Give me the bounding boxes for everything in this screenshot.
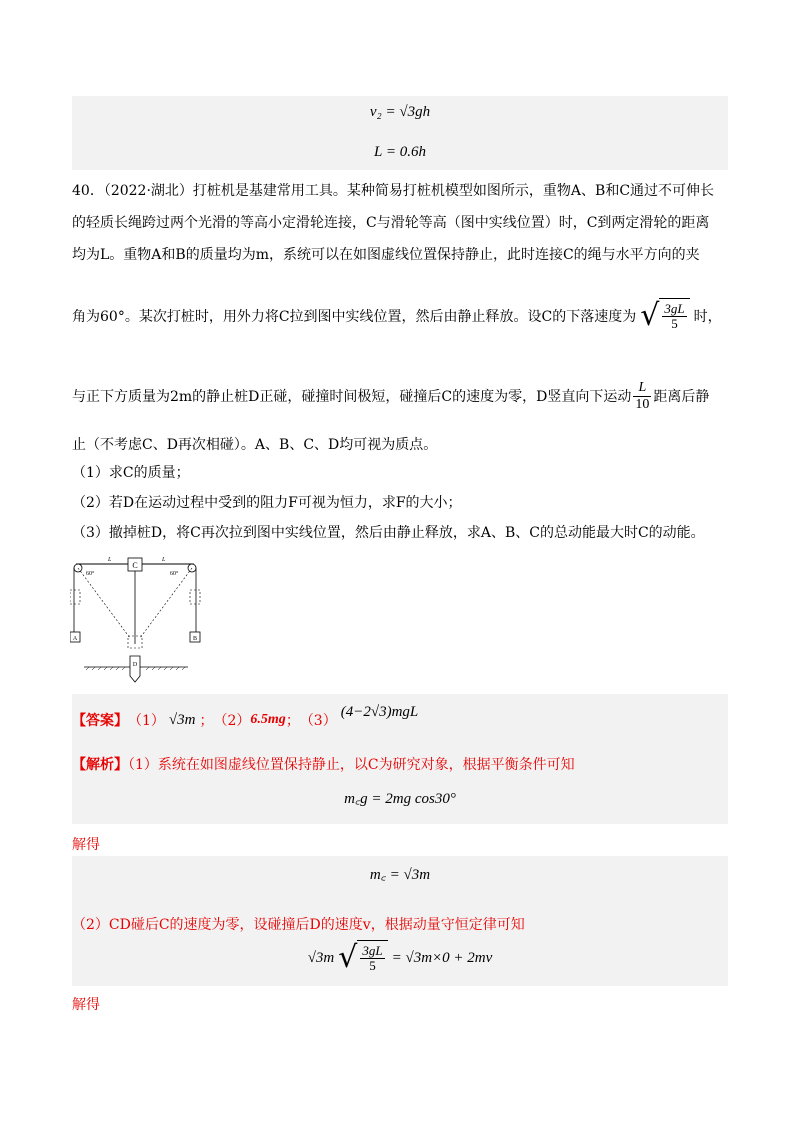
question-2: （2）若D在运动过程中受到的阻力F可视为恒力，求F的大小； bbox=[72, 495, 462, 511]
analysis-line-1: 【解析】（1）系统在如图虚线位置保持静止，以C为研究对象，根据平衡条件可知 bbox=[72, 757, 575, 773]
problem-line-2: 的轻质长绳跨过两个光滑的等高小定滑轮连接，C与滑轮等高（图中实线位置）时，C到两定滑轮的距离 bbox=[72, 215, 710, 231]
answer-band bbox=[72, 694, 728, 824]
problem-line-1: 40．（2022·湖北）打桩机是基建常用工具。某种简易打桩机模型如图所示，重物A、B和C通过不可伸长 bbox=[72, 183, 715, 199]
problem-line-3: 均为L。重物A和B的质量均为m，系统可以在如图虚线位置保持静止，此时连接C的绳与水平方向的夹 bbox=[72, 247, 700, 263]
equation-l: L = 0.6h bbox=[374, 144, 426, 160]
angle-right: 60° bbox=[170, 571, 179, 577]
analysis-line-2: （2）CD碰后C的速度为零，设碰撞后D的速度v，根据动量守恒定律可知 bbox=[72, 917, 525, 933]
top-equation-band bbox=[72, 96, 728, 170]
problem-line-6: 止（不考虑C、D再次相碰）。A、B、C、D均可视为质点。 bbox=[72, 437, 438, 453]
solve-label-2: 解得 bbox=[72, 997, 100, 1013]
equation-balance: m꜀g = 2mg cos30° bbox=[344, 791, 456, 807]
equation-v2: v₂ = √3gh bbox=[369, 104, 431, 120]
problem-line-4: 角为60°。某次打桩时，用外力将C拉到图中实线位置，然后由静止释放。设C的下落速度为 √ $\frac{3gL}{5}$ 时， bbox=[72, 298, 722, 333]
equation-momentum: √3m √ $\frac{3gL}{5}$ = √3m×0 + 2mv bbox=[307, 940, 493, 975]
answer-2: 6.5mg bbox=[250, 712, 286, 727]
solve-label-1: 解得 bbox=[72, 837, 100, 853]
label-c: C bbox=[132, 561, 138, 570]
analysis-band-2 bbox=[72, 856, 728, 986]
problem-source: （2022·湖北） bbox=[103, 183, 193, 199]
equation-mc: m꜀ = √3m bbox=[369, 867, 431, 883]
analysis-tag: 【解析】 bbox=[72, 757, 128, 773]
label-l-left: L bbox=[108, 557, 112, 563]
label-l-right: L bbox=[162, 557, 166, 563]
question-3: （3）撤掉桩D，将C再次拉到图中实线位置，然后由静止释放，求A、B、C的总动能最大时C的动能。 bbox=[72, 525, 705, 541]
problem-number: 40． bbox=[72, 183, 104, 199]
distance-fraction: $\frac{L}{10}$ bbox=[635, 380, 650, 412]
speed-expression: √ $\frac{3gL}{5}$ bbox=[640, 298, 689, 334]
problem-line-5: 与正下方质量为2m的静止桩D正碰，碰撞时间极短，碰撞后C的速度为零，D竖直向下运动 $\frac{L}{10}$ 距离后静 bbox=[72, 380, 710, 412]
answer-tag: 【答案】 bbox=[72, 713, 128, 729]
label-d: D bbox=[132, 662, 138, 668]
pile-driver-figure bbox=[70, 552, 210, 684]
label-a: A bbox=[72, 636, 78, 642]
answer-3: (4−2√3)mgL bbox=[340, 703, 419, 720]
pile-d bbox=[130, 656, 140, 682]
angle-left: 60° bbox=[86, 571, 95, 577]
answer-line: 【答案】 （1） √3m ； （2） 6.5mg ； （3） (4−2√3)mgL bbox=[72, 703, 419, 729]
label-b: B bbox=[192, 636, 198, 642]
answer-1: √3m bbox=[168, 711, 196, 728]
question-1: （1）求C的质量； bbox=[72, 465, 190, 481]
